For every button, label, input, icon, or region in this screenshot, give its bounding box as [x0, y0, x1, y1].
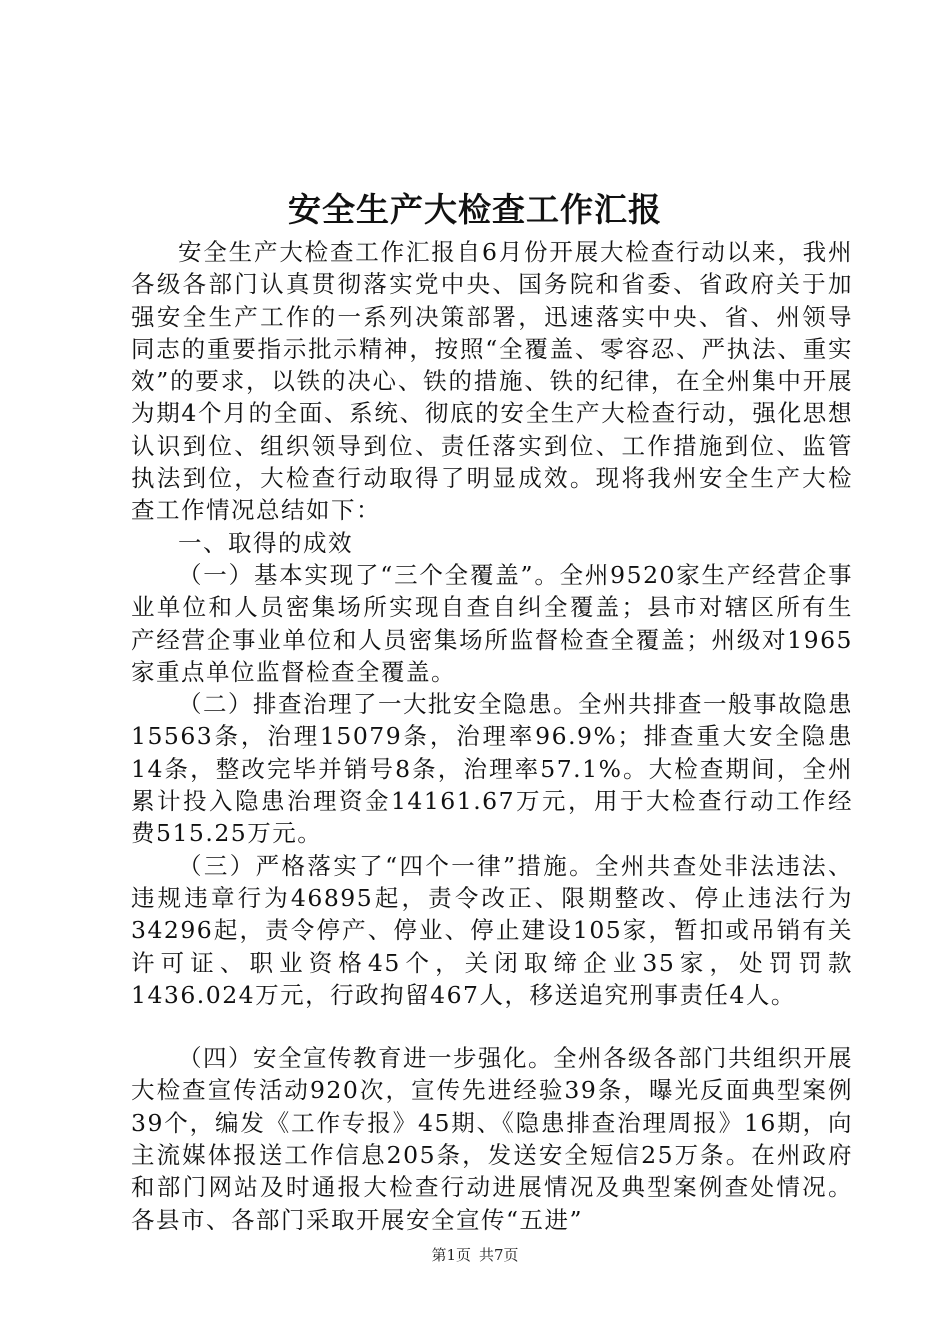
- section-heading: 一、取得的成效: [178, 528, 353, 557]
- document-title: 安全生产大检查工作汇报: [288, 190, 662, 229]
- intro-paragraph: 安全生产大检查工作汇报自6月份开展大检查行动以来，我州各级各部门认真贯彻落实党中央、国务院和省委、省政府关于加强安全生产工作的一系列决策部署，迅速落实中央、省、州领导同志的重要指示批示精神，按照“全覆盖、零容忍、严执法、重实效”的要求，以铁的决心、铁的措施、铁的纪律，在全州集中开展为期4个月的全面、系统、彻底的安全生产大检查行动，强化思想认识到位、组织领导到位、责任落实到位、工作措施到位、监管执法到位，大检查行动取得了明显成效。现将我州安全生产大检查工作情况总结如下：: [131, 238, 853, 525]
- paragraph-item-2: （二）排查治理了一大批安全隐患。全州共排查一般事故隐患15563条，治理15079条，治理率96.9%；排查重大安全隐患14条，整改完毕并销号8条，治理率57.1%。大检查期间，全州累计投入隐患治理资金14161.67万元，用于大检查行动工作经费515.25万元。: [131, 690, 853, 848]
- paragraph-item-1: （一）基本实现了“三个全覆盖”。全州9520家生产经营企事业单位和人员密集场所实现自查自纠全覆盖；县市对辖区所有生产经营企事业单位和人员密集场所监督检查全覆盖；州级对1965家重点单位监督检查全覆盖。: [131, 560, 853, 686]
- page-total: 共7页: [479, 1246, 519, 1264]
- document-body: [131, 236, 853, 1236]
- page-footer: [0, 1244, 950, 1265]
- paragraph-item-4: （四）安全宣传教育进一步强化。全州各级各部门共组织开展大检查宣传活动920次，宣传先进经验39条，曝光反面典型案例39个，编发《工作专报》45期、《隐患排查治理周报》16期，向主流媒体报送工作信息205条，发送安全短信25万条。在州政府和部门网站及时通报大检查行动进展情况及典型案例查处情况。各县市、各部门采取开展安全宣传“五进”: [131, 1044, 853, 1234]
- page-number: 第1页: [431, 1246, 471, 1264]
- paragraph-item-3: （三）严格落实了“四个一律”措施。全州共查处非法违法、违规违章行为46895起，责令改正、限期整改、停止违法行为34296起，责令停产、停业、停止建设105家，暂扣或吊销有关许可证、职业资格45个，关闭取缔企业35家，处罚罚款1436.024万元，行政拘留467人，移送追究刑事责任4人。: [131, 851, 853, 1009]
